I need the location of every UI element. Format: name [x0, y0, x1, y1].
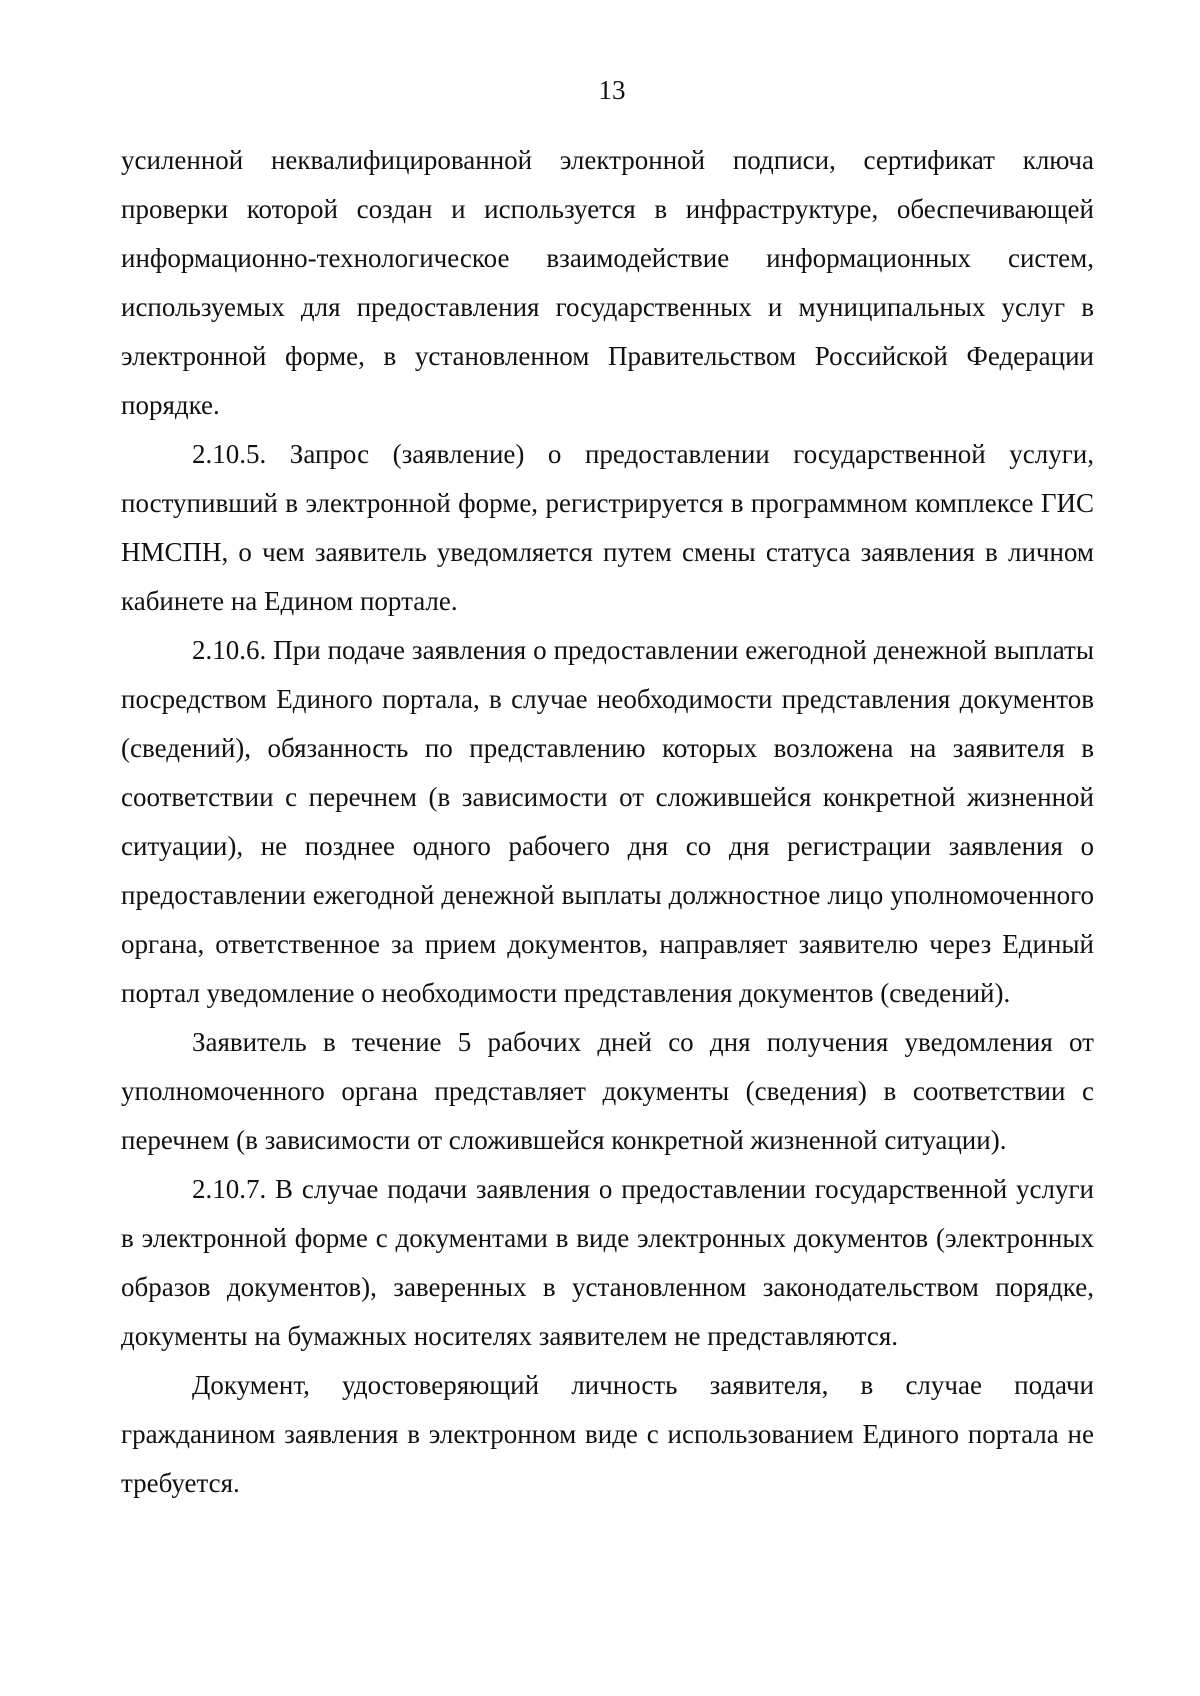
page-number: 13 [598, 75, 626, 105]
paragraph-2-10-7: 2.10.7. В случае подачи заявления о предоставлении государственной услуги в электронной форме с документами в виде электронных документов (электронных образов документов), заверенных в установленном законодательством порядке, документы на бумажных носителях заявителем не представляются. [121, 1174, 1094, 1351]
paragraph-2-10-6: 2.10.6. При подаче заявления о предоставлении ежегодной денежной выплаты посредством Единого портала, в случае необходимости представления документов (сведений), обязанность по представлению которых возложена на заявителя в соответствии с перечнем (в зависимости от сложившейся конкретной жизненной ситуации), не позднее одного рабочего дня со дня регистрации заявления о предоставлении ежегодной денежной выплаты должностное лицо уполномоченного органа, ответственное за прием документов, направляет заявителю через Единый портал уведомление о необходимости представления документов (сведений). [121, 635, 1094, 1008]
paragraph-signature-continuation: усиленной неквалифицированной электронной подписи, сертификат ключа проверки которой создан и используется в инфраструктуре, обеспечивающей информационно-технологическое взаимодействие информационных систем, используемых для предоставления государственных и муниципальных услуг в электронной форме, в установленном Правительством Российской Федерации порядке. [121, 145, 1094, 420]
paragraph-identity-document: Документ, удостоверяющий личность заявителя, в случае подачи гражданином заявления в электронном виде с использованием Единого портала не требуется. [121, 1370, 1094, 1498]
paragraph-applicant-deadline: Заявитель в течение 5 рабочих дней со дня получения уведомления от уполномоченного органа представляет документы (сведения) в соответствии с перечнем (в зависимости от сложившейся конкретной жизненной ситуации). [121, 1027, 1094, 1155]
paragraph-2-10-5: 2.10.5. Запрос (заявление) о предоставлении государственной услуги, поступивший в электронной форме, регистрируется в программном комплексе ГИС НМСПН, о чем заявитель уведомляется путем смены статуса заявления в личном кабинете на Едином портале. [121, 439, 1094, 616]
document-body [121, 136, 1094, 1508]
